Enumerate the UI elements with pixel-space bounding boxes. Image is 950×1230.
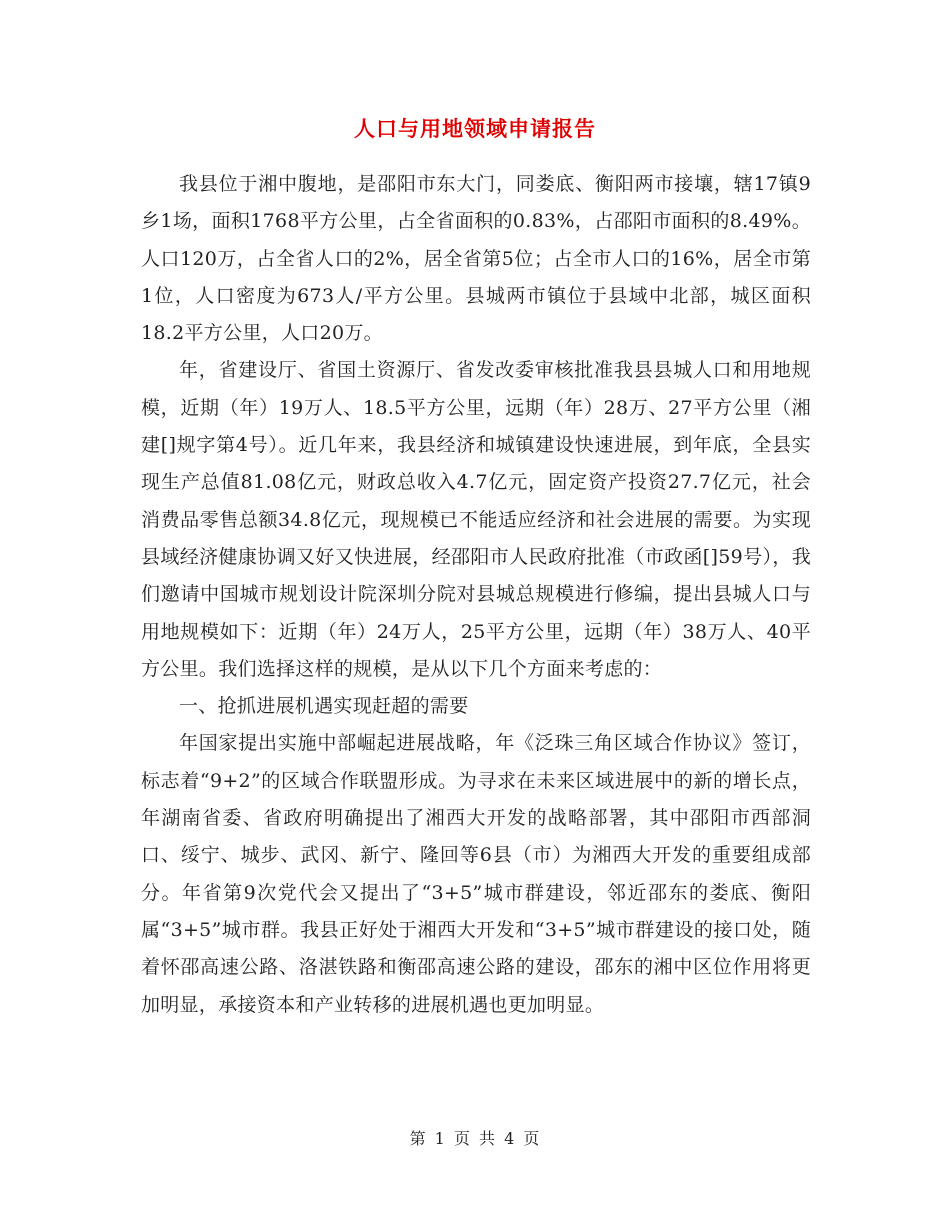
paragraph-scale: 年，省建设厅、省国土资源厅、省发改委审核批准我县县城人口和用地规模，近期（年）19万人、18.5平方公里，远期（年）28万、27平方公里（湘建[]规字第4号）。近几年来，我县经济和城镇建设快速进展，到年底，全县实现生产总值81.08亿元，财政总收入4.7亿元，固定资产投资27.7亿元，社会消费品零售总额34.8亿元，现规模已不能适应经济和社会进展的需要。为实现县域经济健康协调又好又快进展，经邵阳市人民政府批准（市政函[]59号），我们邀请中国城市规划设计院深圳分院对县城总规模进行修编，提出县城人口与用地规模如下：近期（年）24万人，25平方公里，远期（年）38万人、40平方公里。我们选择这样的规模，是从以下几个方面来考虑的： <box>141 359 811 680</box>
paragraph-opportunity: 年国家提出实施中部崛起进展战略，年《泛珠三角区域合作协议》签订，标志着“9+2”的区域合作联盟形成。为寻求在未来区域进展中的新的增长点，年湖南省委、省政府明确提出了湘西大开发的战略部署，其中邵阳市西部洞口、绥宁、城步、武冈、新宁、隆回等6县（市）为湘西大开发的重要组成部分。年省第9次党代会又提出了“3+5”城市群建设，邻近邵东的娄底、衡阳属“3+5”城市群。我县正好处于湘西大开发和“3+5”城市群建设的接口处，随着怀邵高速公路、洛湛铁路和衡邵高速公路的建设，邵东的湘中区位作用将更加明显，承接资本和产业转移的进展机遇也更加明显。 <box>141 732 811 1016</box>
paragraph-intro: 我县位于湘中腹地，是邵阳市东大门，同娄底、衡阳两市接壤，辖17镇9乡1场，面积1768平方公里，占全省面积的0.83%，占邵阳市面积的8.49%。人口120万，占全省人口的2%，居全省第5位；占全市人口的16%，居全市第1位，人口密度为673人/平方公里。县城两市镇位于县域中北部，城区面积18.2平方公里，人口20万。 <box>141 173 811 345</box>
page-number-footer: 第 1 页 共 4 页 <box>409 1129 541 1148</box>
document-title: 人口与用地领域申请报告 <box>354 116 596 141</box>
section-heading: 一、抢抓进展机遇实现赶超的需要 <box>179 695 469 718</box>
document-body <box>141 166 811 1024</box>
